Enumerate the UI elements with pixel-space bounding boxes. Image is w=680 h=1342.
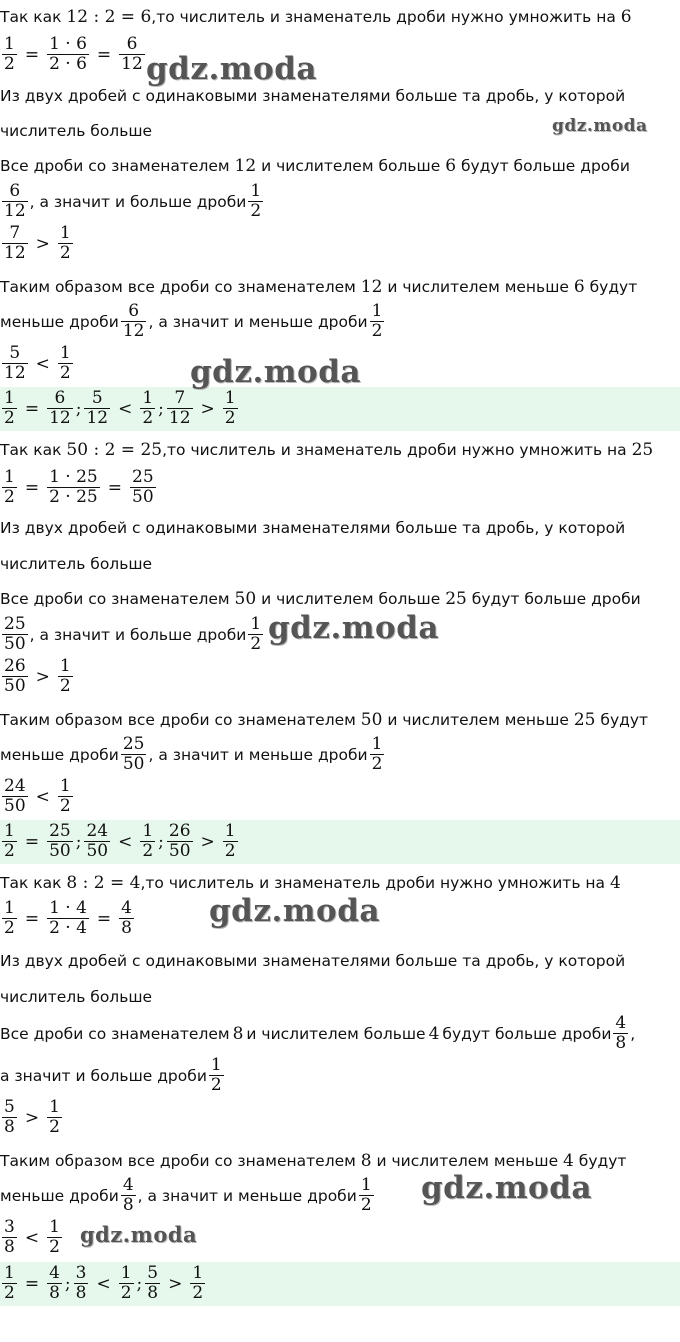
fraction: $\frac{1}{2}$: [371, 301, 383, 341]
greater-comparison: $\frac{26}{50}$ > $\frac{1}{2}$: [4, 656, 71, 696]
fraction: $\frac{6}{12}$: [121, 34, 143, 74]
intro-line: [0, 7, 632, 27]
watermark-logo: gdz.moda: [421, 1170, 592, 1206]
greater-comparison: $\frac{5}{8}$ > $\frac{1}{2}$: [4, 1097, 60, 1137]
fraction: $\frac{6}{12}$: [4, 181, 26, 221]
expansion-equation: $\frac{1}{2}$ = $\frac{1 \cdot 6}{2 \cdot 6}$ = $\frac{6}{12}$: [4, 34, 143, 74]
less-statement-2: меньше дроби $\frac{6}{12}$ , а значит и меньше дроби $\frac{1}{2}$: [0, 301, 383, 341]
less-comparison: $\frac{5}{12}$ < $\frac{1}{2}$: [4, 343, 71, 383]
watermark-logo: gdz.moda: [268, 610, 439, 646]
greater-statement-2: $\frac{6}{12}$ , а значит и больше дроби $\frac{1}{2}$: [4, 181, 262, 221]
watermark-logo: gdz.moda: [190, 354, 361, 390]
multiplier: 6: [620, 7, 632, 27]
rule-line-2: числитель больше: [0, 988, 153, 1006]
rule-line-1: Из двух дробей с одинаковыми знаменателями больше та дробь, у которой: [0, 519, 626, 537]
less-comparison: $\frac{24}{50}$ < $\frac{1}{2}$: [4, 776, 71, 816]
fraction: $\frac{5}{12}$: [4, 343, 26, 383]
less-statement-2: меньше дроби $\frac{4}{8}$ , а значит и меньше дроби $\frac{1}{2}$: [0, 1175, 372, 1215]
less-statement: Таким образом все дроби со знаменателем 50 и числителем меньше 25 будут: [0, 710, 649, 730]
watermark-logo: gdz.moda: [146, 51, 317, 87]
fraction: $\frac{1}{2}$: [59, 223, 71, 263]
expansion-equation: $\frac{1}{2}$ = $\frac{1 \cdot 25}{2 \cdot 25}$ = $\frac{25}{50}$: [4, 467, 154, 507]
intro-line: Так как 50 : 2 = 25,то числитель и знаменатель дроби нужно умножить на 25: [0, 440, 654, 460]
greater-statement: Все дроби со знаменателем 50 и числителем больше 25 будут больше дроби: [0, 589, 641, 609]
watermark-logo: gdz.moda: [209, 893, 380, 929]
fraction: $\frac{1}{2}$: [59, 343, 71, 383]
answer-line: $\frac{1}{2}$ = $\frac{6}{12}$ ; $\frac{5}{12}$ < $\frac{1}{2}$ ; $\frac{7}{12}$ > $\frac{1}{2}$: [4, 388, 236, 428]
less-statement: Таким образом все дроби со знаменателем 12 и числителем меньше 6 будут: [0, 277, 638, 297]
intro-text: ,то числитель и знаменатель дроби нужно умножить на: [151, 8, 621, 26]
greater-statement-2: $\frac{25}{50}$ , а значит и больше дроби $\frac{1}{2}$: [4, 614, 262, 654]
greater-comparison: $\frac{7}{12}$ > $\frac{1}{2}$: [4, 223, 71, 263]
watermark-logo: gdz.moda: [80, 1222, 198, 1247]
fraction: $\frac{1}{2}$: [250, 181, 262, 221]
fraction: $\frac{1}{2}$: [4, 34, 15, 74]
less-statement: Таким образом все дроби со знаменателем 8 и числителем меньше 4 будут: [0, 1151, 627, 1171]
fraction: $\frac{1 \cdot 6}{2 \cdot 6}$: [49, 34, 87, 74]
answer-line: $\frac{1}{2}$ = $\frac{4}{8}$ ; $\frac{3}{8}$ < $\frac{1}{2}$ ; $\frac{5}{8}$ > $\frac{1}{2}$: [4, 1263, 204, 1303]
fraction: $\frac{6}{12}$: [122, 301, 145, 341]
less-statement-2: меньше дроби $\frac{25}{50}$ , а значит и меньше дроби $\frac{1}{2}$: [0, 734, 383, 774]
greater-statement-2: а значит и больше дроби $\frac{1}{2}$: [0, 1055, 222, 1095]
answer-line: $\frac{1}{2}$ = $\frac{25}{50}$ ; $\frac{24}{50}$ < $\frac{1}{2}$ ; $\frac{26}{50}$ > $\frac{1}{2}$: [4, 821, 236, 861]
rule-line-2: числитель больше: [0, 555, 153, 573]
watermark-logo: gdz.moda: [552, 116, 648, 136]
rule-line-1: Из двух дробей с одинаковыми знаменателями больше та дробь, у которой: [0, 952, 626, 970]
fraction: $\frac{7}{12}$: [4, 223, 26, 263]
intro-text: Так как: [0, 8, 67, 26]
greater-statement: Все дроби со знаменателем 8 и числителем больше 4 будут больше дроби $\frac{4}{8}$ ,: [0, 1013, 636, 1053]
less-comparison: $\frac{3}{8}$ < $\frac{1}{2}$: [4, 1217, 60, 1257]
expansion-equation: $\frac{1}{2}$ = $\frac{1 \cdot 4}{2 \cdot 4}$ = $\frac{4}{8}$: [4, 898, 132, 938]
intro-line: Так как 8 : 2 = 4,то числитель и знаменатель дроби нужно умножить на 4: [0, 873, 621, 893]
greater-statement: Все дроби со знаменателем 12 и числителем больше 6 будут больше дроби: [0, 156, 630, 176]
division-expression: 12 : 2 = 6: [66, 7, 152, 27]
rule-line-2: числитель больше: [0, 122, 153, 140]
rule-line-1: Из двух дробей с одинаковыми знаменателями больше та дробь, у которой: [0, 87, 626, 105]
